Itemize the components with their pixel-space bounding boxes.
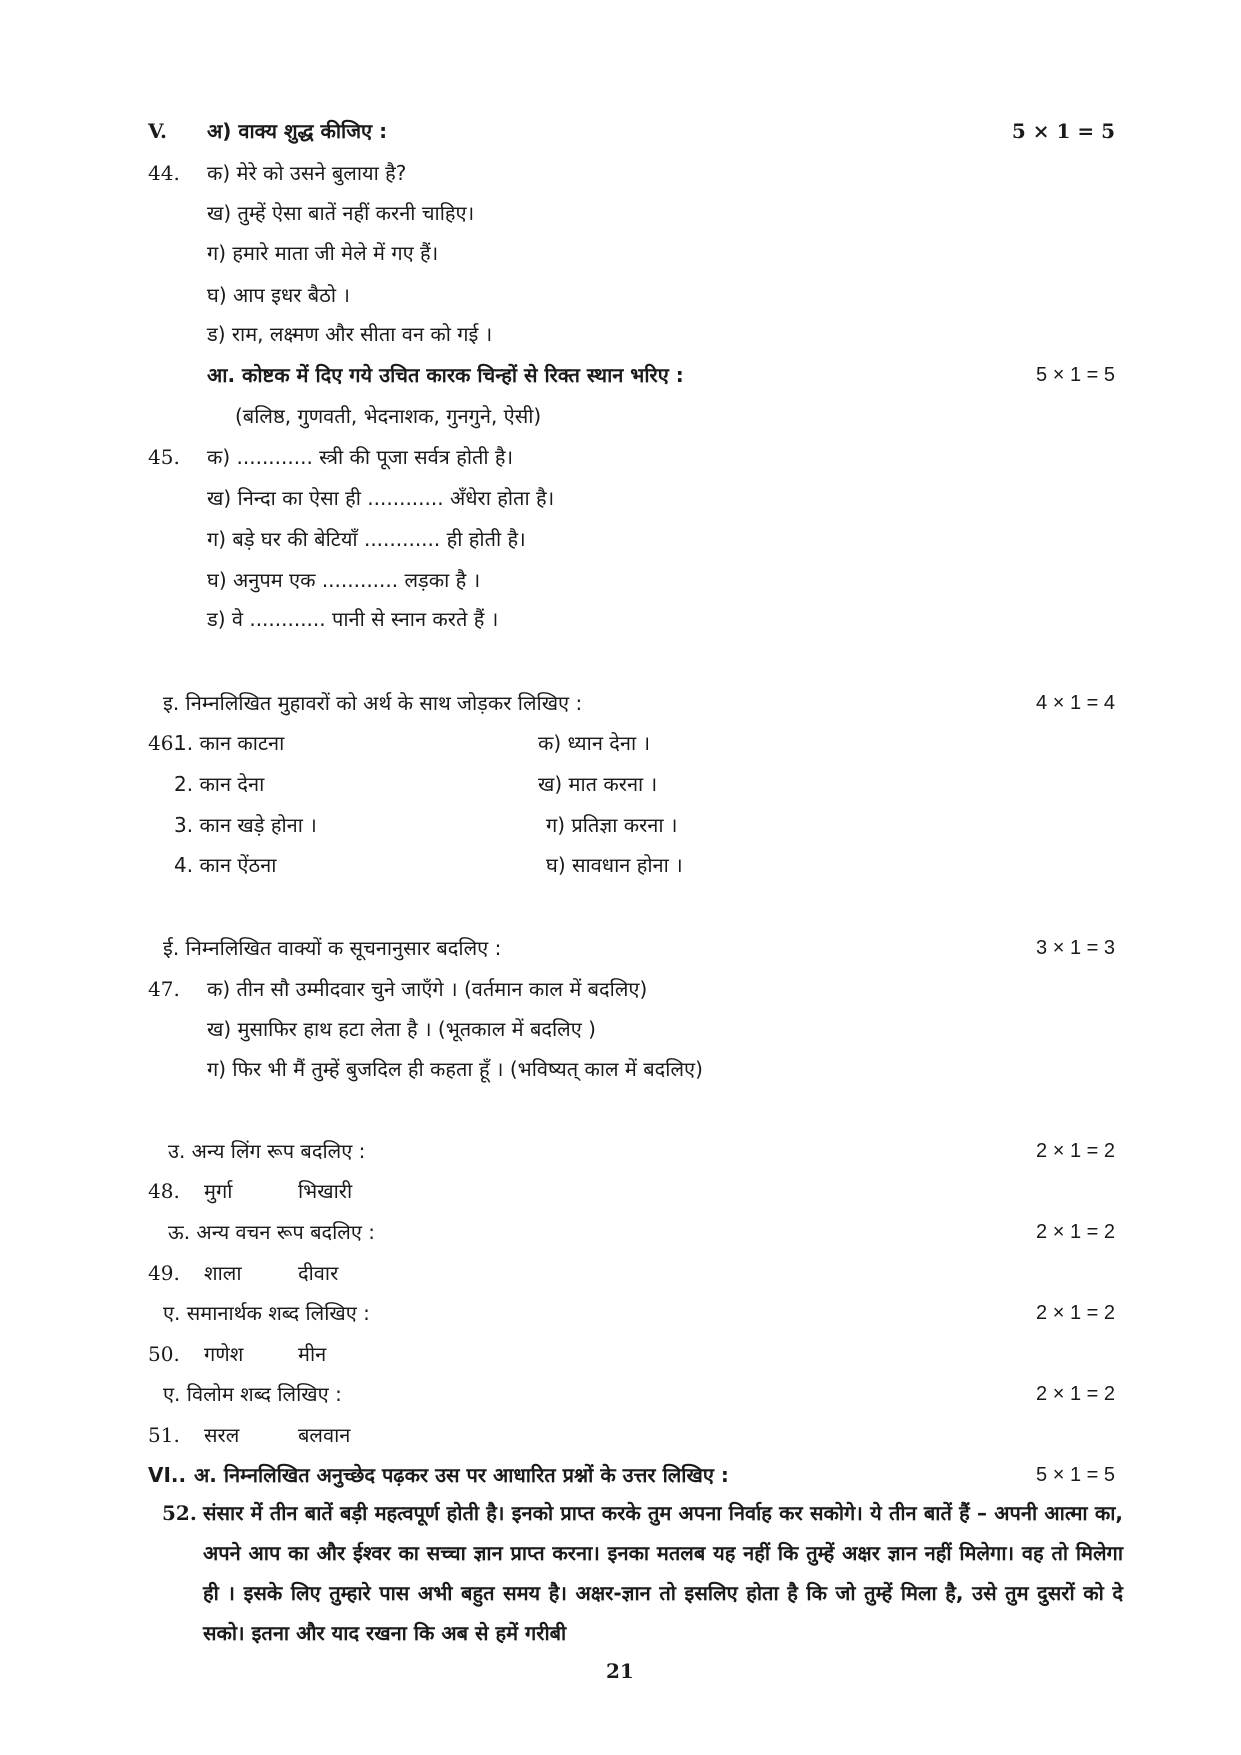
section-e-marks: 2 × 1 = 2 xyxy=(1036,1302,1115,1324)
section-e2-marks: 2 × 1 = 2 xyxy=(1036,1383,1115,1405)
q50-word-2: मीन xyxy=(298,1342,327,1366)
q44-number: 44. xyxy=(148,161,180,185)
q49-word-1: शाला xyxy=(204,1261,242,1285)
q48-word-2: भिखारी xyxy=(298,1179,353,1203)
q45-number: 45. xyxy=(148,445,180,469)
q47-item-c: ग) फिर भी मैं तुम्हें बुजदिल ही कहता हूँ । (भविष्यत् काल में बदलिए) xyxy=(207,1057,703,1081)
section-v-a-heading: अ) वाक्य शुद्ध कीजिए : xyxy=(207,119,388,143)
section-aa-heading: आ. कोष्टक में दिए गये उचित कारक चिन्हों से रिक्त स्थान भरिए : xyxy=(207,363,684,387)
q47-number: 47. xyxy=(148,977,180,1001)
q45-item-d: घ) अनुपम एक ............ लड़का है । xyxy=(207,568,481,592)
section-i-marks: 4 × 1 = 4 xyxy=(1036,692,1115,714)
section-vi-roman: VI.. xyxy=(148,1463,187,1487)
q45-item-a: क) ............ स्त्री की पूजा सर्वत्र होती है। xyxy=(207,445,514,469)
q48-number: 48. xyxy=(148,1179,180,1203)
section-v-roman: V. xyxy=(148,119,167,143)
section-u-marks: 2 × 1 = 2 xyxy=(1036,1140,1115,1162)
q45-item-b: ख) निन्दा का ऐसा ही ............ अँधेरा होता है। xyxy=(207,486,555,510)
section-e2-heading: ए. विलोम शब्द लिखिए : xyxy=(163,1382,342,1406)
section-ii-heading: ई. निम्नलिखित वाक्यों क सूचनानुसार बदलिए : xyxy=(163,936,502,960)
q45-item-e: ड) वे ............ पानी से स्नान करते हैं । xyxy=(207,607,499,631)
section-uu-marks: 2 × 1 = 2 xyxy=(1036,1221,1115,1243)
q46-left-4: 4. कान ऐंठना xyxy=(174,853,277,877)
q51-word-2: बलवान xyxy=(298,1423,351,1447)
q44-item-e: ड) राम, लक्ष्मण और सीता वन को गई । xyxy=(207,322,493,346)
section-v-a-marks: 5 × 1 = 5 xyxy=(1011,119,1115,143)
q52-number: 52. xyxy=(162,1501,197,1525)
section-aa-marks: 5 × 1 = 5 xyxy=(1036,364,1115,386)
q46-left-2: 2. कान देना xyxy=(174,772,265,796)
section-aa-options: (बलिष्ठ, गुणवती, भेदनाशक, गुनगुने, ऐसी) xyxy=(235,404,542,428)
q51-number: 51. xyxy=(148,1423,180,1447)
q49-number: 49. xyxy=(148,1261,180,1285)
q46-right-d: घ) सावधान होना । xyxy=(546,853,683,877)
q44-item-b: ख) तुम्हें ऐसा बातें नहीं करनी चाहिए। xyxy=(207,201,475,225)
section-u-heading: उ. अन्य लिंग रूप बदलिए : xyxy=(168,1139,366,1163)
q45-item-c: ग) बड़े घर की बेटियाँ ............ ही होती है। xyxy=(207,527,526,551)
section-e-heading: ए. समानार्थक शब्द लिखिए : xyxy=(163,1301,370,1325)
q51-word-1: सरल xyxy=(204,1423,240,1447)
q48-word-1: मुर्गा xyxy=(204,1179,233,1203)
q44-item-d: घ) आप इधर बैठो । xyxy=(207,283,350,307)
q49-word-2: दीवार xyxy=(298,1261,339,1285)
q50-number: 50. xyxy=(148,1342,180,1366)
q44-item-c: ग) हमारे माता जी मेले में गए हैं। xyxy=(207,241,439,265)
section-ii-marks: 3 × 1 = 3 xyxy=(1036,937,1115,959)
q52-paragraph: संसार में तीन बातें बड़ी महत्वपूर्ण होती है। इनको प्राप्त करके तुम अपना निर्वाह कर सकोगे। ये तीन बातें हैं – अपनी आत्मा का, अपने आप का और ईश्वर का सच्चा ज्ञान प्राप्त करना। इनका मतलब यह नहीं कि तुम्हें अक्षर ज्ञान नहीं मिलेगा। वह तो मिलेगा ही । इसके लिए तुम्हारे पास अभी बहुत समय है। अक्षर-ज्ञान तो इसलिए होता है कि जो तुम्हें मिला है, उसे तुम दुसरों को दे सको। इतना और याद रखना कि अब से हमें गरीबी xyxy=(203,1501,1123,1645)
q47-item-a: क) तीन सौ उम्मीदवार चुने जाएँगे । (वर्तमान काल में बदलिए) xyxy=(207,977,648,1001)
page-number: 21 xyxy=(606,1659,634,1683)
section-vi-marks: 5 × 1 = 5 xyxy=(1036,1464,1115,1486)
q44-item-a: क) मेरे को उसने बुलाया है? xyxy=(207,161,407,185)
section-uu-heading: ऊ. अन्य वचन रूप बदलिए : xyxy=(168,1220,376,1244)
q46-left-1: 1. कान काटना xyxy=(174,731,285,755)
q46-right-c: ग) प्रतिज्ञा करना । xyxy=(546,813,678,837)
q46-right-b: ख) मात करना । xyxy=(538,772,658,796)
q50-word-1: गणेश xyxy=(204,1342,244,1366)
q46-left-3: 3. कान खड़े होना । xyxy=(174,813,317,837)
q47-item-b: ख) मुसाफिर हाथ हटा लेता है । (भूतकाल में बदलिए ) xyxy=(207,1017,596,1041)
q46-right-a: क) ध्यान देना । xyxy=(538,731,651,755)
section-i-heading: इ. निम्नलिखित मुहावरों को अर्थ के साथ जोड़कर लिखिए : xyxy=(163,691,583,715)
section-vi-heading: अ. निम्नलिखित अनुच्छेद पढ़कर उस पर आधारित प्रश्नों के उत्तर लिखिए : xyxy=(194,1463,729,1487)
q46-number: 46. xyxy=(148,731,180,755)
